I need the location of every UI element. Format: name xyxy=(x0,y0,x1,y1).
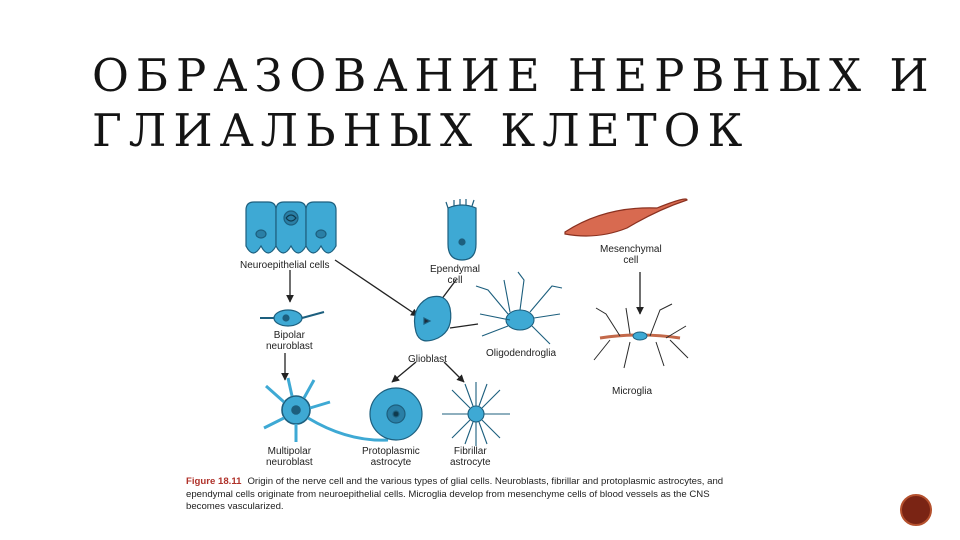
label-microglia: Microglia xyxy=(612,386,653,397)
label-ependymal-line2: cell xyxy=(447,275,463,286)
label-bipolar-line1: Bipolar xyxy=(273,330,305,341)
label-multipolar-line2: neuroblast xyxy=(266,457,313,468)
arrow-glioblast-to-protoplasmic xyxy=(392,362,416,382)
label-protoplasmic-astrocyte xyxy=(362,446,420,468)
label-bipolar-line2: neuroblast xyxy=(266,341,313,352)
label-mesenchymal-cell xyxy=(600,244,662,266)
label-protoplasmic-line1: Protoplasmic xyxy=(362,446,420,457)
label-neuroepithelial-cells: Neuroepithelial cells xyxy=(240,260,330,271)
glial-origin-diagram xyxy=(180,168,710,468)
caption-text: Origin of the nerve cell and the various types of glial cells. Neuroblasts, fibrillar and protoplasmic astrocytes, and ependymal cells originate from neuroepithelial cells. Microglia develop from mesenchyme cells of blood vessels as the CNS becomes vascularized. xyxy=(186,476,724,512)
microglia xyxy=(594,304,688,368)
protoplasmic-astrocyte xyxy=(370,388,422,440)
label-bipolar-neuroblast xyxy=(266,330,313,352)
diagram-drawing xyxy=(180,168,710,468)
slide-title xyxy=(92,48,936,158)
label-glioblast: Glioblast xyxy=(408,354,447,365)
label-oligodendroglia: Oligodendroglia xyxy=(486,348,557,359)
label-ependymal-line1: Ependymal xyxy=(430,264,481,275)
figure-caption xyxy=(186,476,746,514)
label-fibrillar-line2: astrocyte xyxy=(450,457,491,468)
label-fibrillar-line1: Fibrillar xyxy=(453,446,487,457)
line-glioblast-to-oligodendroglia xyxy=(450,324,478,328)
bipolar-neuroblast xyxy=(260,310,324,326)
fibrillar-astrocyte xyxy=(442,382,510,446)
title-line-2: ГЛИАЛЬНЫХ КЛЕТОК xyxy=(92,104,750,157)
arrow-neuroepithelial-to-glioblast xyxy=(335,260,418,316)
neuroepithelial-cells xyxy=(246,202,336,253)
label-multipolar-neuroblast xyxy=(266,446,313,468)
ependymal-cell xyxy=(446,199,476,260)
label-mesenchymal-line2: cell xyxy=(623,255,639,266)
glioblast xyxy=(415,296,451,341)
label-ependymal-cell xyxy=(430,264,480,286)
oligodendroglia xyxy=(476,272,562,344)
label-protoplasmic-line2: astrocyte xyxy=(370,457,412,468)
multipolar-neuroblast xyxy=(264,378,388,442)
figure-number: Figure 18.11 xyxy=(186,476,242,487)
label-multipolar-line1: Multipolar xyxy=(267,446,312,457)
label-fibrillar-astrocyte xyxy=(450,446,491,468)
arrow-glioblast-to-fibrillar xyxy=(444,362,464,382)
label-mesenchymal-line1: Mesenchymal xyxy=(600,244,662,255)
title-line-1: ОБРАЗОВАНИЕ НЕРВНЫХ И xyxy=(92,49,936,102)
mesenchymal-cell xyxy=(565,199,687,236)
slide-number-badge xyxy=(900,494,932,526)
